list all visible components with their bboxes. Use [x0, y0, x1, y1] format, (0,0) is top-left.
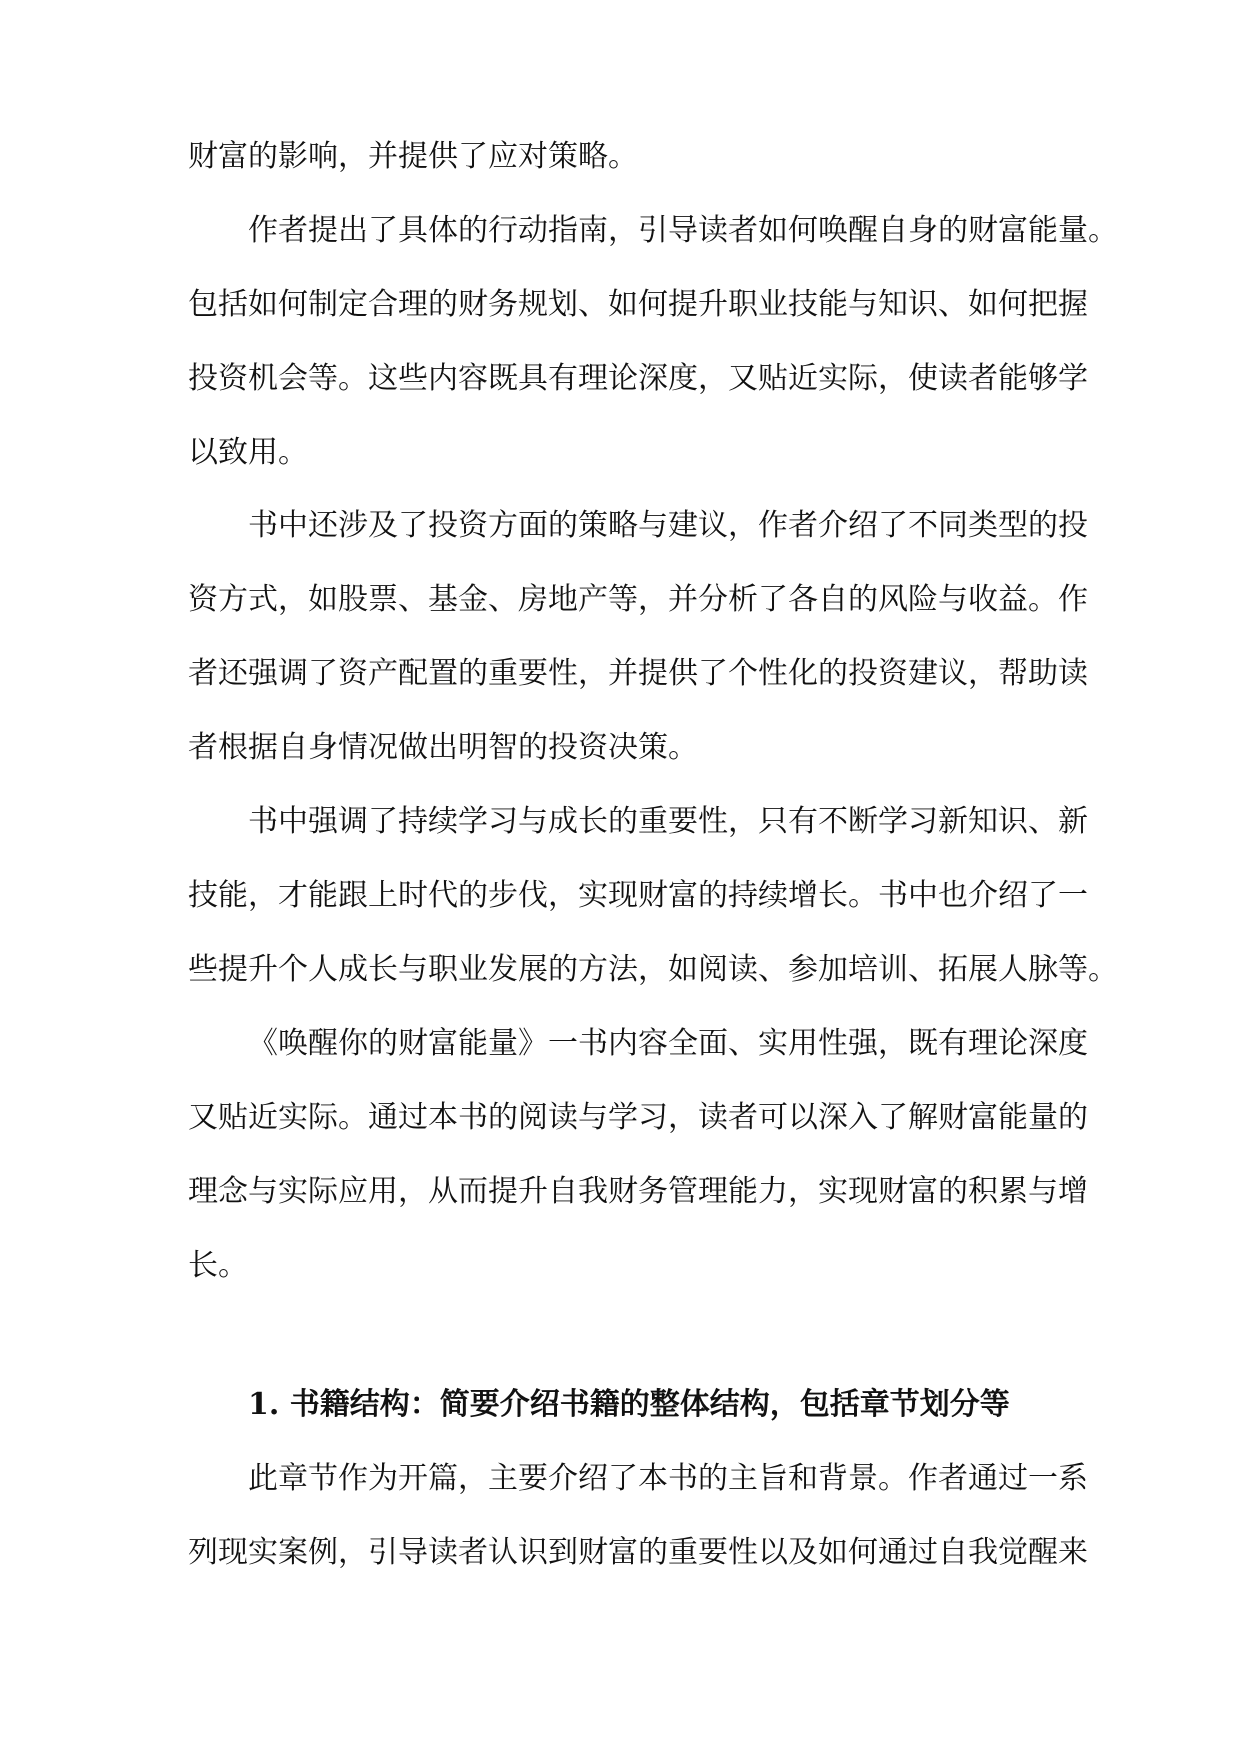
text-line: 又贴近实际。通过本书的阅读与学习，读者可以深入了解财富能量的	[188, 1100, 1088, 1135]
paragraph-investment	[188, 489, 1088, 785]
paragraph-chapter-intro	[188, 1442, 1088, 1590]
text-line: 以致用。	[188, 435, 308, 470]
text-line: 些提升个人成长与职业发展的方法，如阅读、参加培训、拓展人脉等。	[188, 952, 1118, 987]
text-line: 《唤醒你的财富能量》一书内容全面、实用性强，既有理论深度	[248, 1026, 1088, 1061]
text-line: 资方式，如股票、基金、房地产等，并分析了各自的风险与收益。作	[188, 582, 1088, 617]
text-line: 作者提出了具体的行动指南，引导读者如何唤醒自身的财富能量。	[248, 213, 1118, 248]
text-line: 投资机会等。这些内容既具有理论深度，又贴近实际，使读者能够学	[188, 361, 1088, 396]
paragraph-learning	[188, 785, 1118, 1007]
text-line: 包括如何制定合理的财务规划、如何提升职业技能与知识、如何把握	[188, 287, 1088, 322]
text-line: 书中强调了持续学习与成长的重要性，只有不断学习新知识、新	[248, 804, 1088, 839]
text-line: 此章节作为开篇，主要介绍了本书的主旨和背景。作者通过一系	[248, 1461, 1088, 1496]
paragraph-summary	[188, 1007, 1088, 1303]
text-line: 技能，才能跟上时代的步伐，实现财富的持续增长。书中也介绍了一	[188, 878, 1088, 913]
text-line: 者根据自身情况做出明智的投资决策。	[188, 730, 698, 765]
text-line: 列现实案例，引导读者认识到财富的重要性以及如何通过自我觉醒来	[188, 1535, 1088, 1570]
text-line: 书中还涉及了投资方面的策略与建议，作者介绍了不同类型的投	[248, 508, 1088, 543]
section-heading: 1. 书籍结构：简要介绍书籍的整体结构，包括章节划分等	[248, 1387, 1010, 1422]
text-line: 理念与实际应用，从而提升自我财务管理能力，实现财富的积累与增	[188, 1174, 1088, 1209]
paragraph-continuation	[188, 120, 1058, 194]
paragraph-action-guide	[188, 194, 1118, 490]
text-line: 者还强调了资产配置的重要性，并提供了个性化的投资建议，帮助读	[188, 656, 1088, 691]
text-line: 财富的影响，并提供了应对策略。	[188, 139, 638, 174]
text-line: 长。	[188, 1248, 248, 1283]
